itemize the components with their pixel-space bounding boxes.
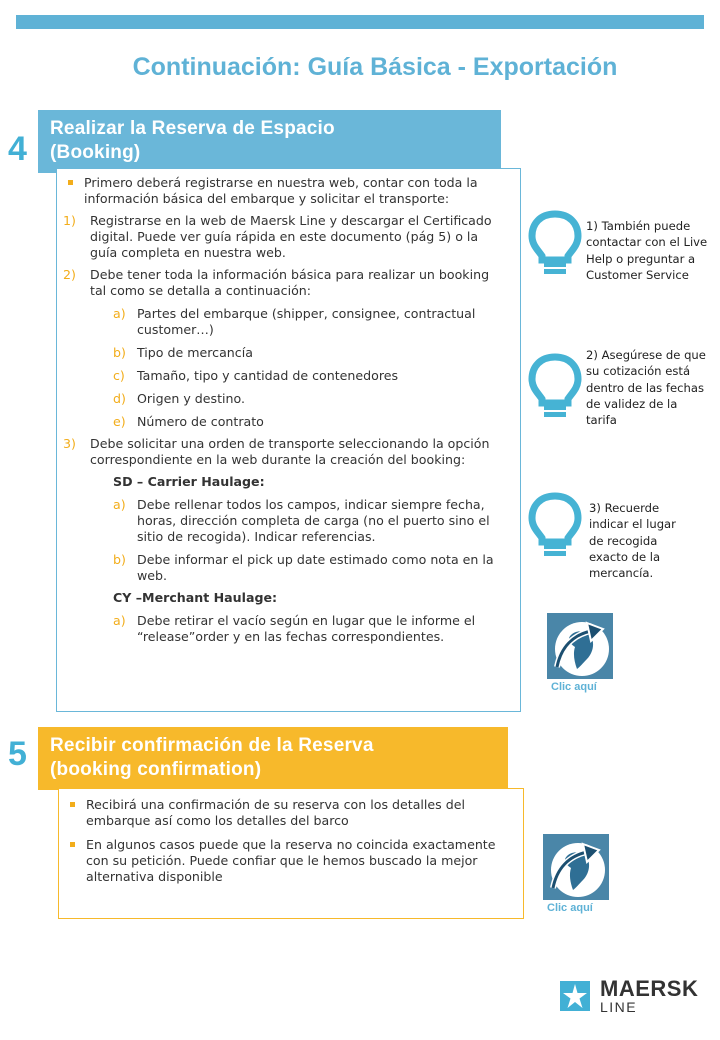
list-number: 3)	[63, 436, 76, 451]
sub-list-item-text: Debe retirar el vacío según en lugar que le informe el “release”order y en las fechas correspondientes.	[137, 613, 476, 644]
list-letter: b)	[113, 345, 126, 360]
list-number: 1)	[63, 213, 76, 228]
tip-text-1: 1) También puede contactar con el Live Help o preguntar a Customer Service	[586, 219, 708, 282]
step5-header-line2: (booking confirmation)	[50, 759, 262, 780]
tip-text-2: 2) Asegúrese de que su cotización está dentro de las fechas de validez de la tarifa	[586, 348, 706, 428]
step5-header-line1: Recibir confirmación de la Reserva	[50, 735, 374, 756]
top-accent-bar	[16, 15, 704, 29]
step4-header-line2: (Booking)	[50, 142, 141, 163]
list-item	[57, 213, 508, 261]
link-label[interactable]: Clic aquí	[551, 681, 597, 693]
list-number: 2)	[63, 267, 76, 282]
step-number-5: 5	[8, 735, 27, 773]
sub-list-item	[57, 414, 508, 430]
cy-title: CY –Merchant Haulage:	[113, 590, 278, 605]
list-letter: a)	[113, 497, 126, 512]
tip-text-3: 3) Recuerde indicar el lugar de recogida exacto de la mercancía.	[589, 501, 676, 581]
sub-list-item-text: Debe rellenar todos los campos, indicar siempre fecha, horas, dirección completa de carga (no el puerto sino el sitio de recogida). Indicar referencias.	[137, 497, 490, 544]
lightbulb-icon	[527, 492, 583, 560]
sub-list-item	[57, 368, 508, 384]
list-item	[57, 267, 508, 299]
list-letter: b)	[113, 552, 126, 567]
sub-list-item-text: Número de contrato	[137, 414, 264, 429]
globe-arrow-icon[interactable]	[543, 834, 609, 900]
step5-bullet	[59, 797, 511, 829]
sub-list-item	[57, 497, 508, 545]
list-letter: c)	[113, 368, 125, 383]
step5-bullet-text: Recibirá una confirmación de su reserva con los detalles del embarque así como los detalles del barco	[86, 797, 465, 828]
sub-list-item	[57, 613, 508, 645]
step-number-4: 4	[8, 130, 27, 168]
step4-intro-text: Primero deberá registrarse en nuestra web, contar con toda la información básica del embarque y solicitar el transporte:	[84, 175, 478, 206]
sub-list-item	[57, 391, 508, 407]
step4-header	[38, 110, 501, 173]
sub-list-item-text: Debe informar el pick up date estimado como nota en la web.	[137, 552, 494, 583]
bullet-icon	[70, 802, 75, 807]
sub-list-item-text: Tipo de mercancía	[137, 345, 253, 360]
sub-list-item	[57, 306, 508, 338]
bullet-icon	[68, 180, 73, 185]
sub-list-item	[57, 345, 508, 361]
sub-list-item-text: Tamaño, tipo y cantidad de contenedores	[137, 368, 399, 383]
list-letter: a)	[113, 306, 126, 321]
link-clic-aqui-1[interactable]	[547, 613, 613, 693]
star-icon	[560, 981, 590, 1011]
logo-name: MAERSK	[600, 976, 699, 1001]
list-letter: d)	[113, 391, 126, 406]
step5-bullet	[59, 837, 511, 885]
bullet-icon	[70, 842, 75, 847]
list-item	[57, 436, 508, 468]
maersk-line-logo	[560, 977, 700, 1017]
lightbulb-icon	[527, 353, 583, 421]
list-item-text: Debe solicitar una orden de transporte seleccionando la opción correspondiente en la web durante la creación del booking:	[90, 436, 490, 467]
step5-header	[38, 727, 508, 790]
sd-title: SD – Carrier Haulage:	[113, 474, 265, 489]
step4-header-line1: Realizar la Reserva de Espacio	[50, 118, 335, 139]
globe-arrow-icon[interactable]	[547, 613, 613, 679]
link-label[interactable]: Clic aquí	[547, 902, 593, 914]
sub-list-item-text: Partes del embarque (shipper, consignee, contractual customer…)	[137, 306, 476, 337]
list-letter: a)	[113, 613, 126, 628]
sub-list-item	[57, 552, 508, 584]
list-item-text: Registrarse en la web de Maersk Line y descargar el Certificado digital. Puede ver guía rápida en este documento (pág 5) o la guía completa en nuestra web.	[90, 213, 492, 260]
step5-content-box	[58, 788, 524, 919]
step5-bullet-text: En algunos casos puede que la reserva no coincida exactamente con su petición. Puede confiar que le hemos buscado la mejor alternativa disponible	[86, 837, 496, 884]
sub-list-item-text: Origen y destino.	[137, 391, 245, 406]
logo-sub: LINE	[600, 999, 638, 1015]
link-clic-aqui-2[interactable]	[543, 834, 609, 914]
step4-content-box	[56, 168, 521, 712]
lightbulb-icon	[527, 210, 583, 278]
page-title: Continuación: Guía Básica - Exportación	[132, 53, 618, 81]
list-letter: e)	[113, 414, 126, 429]
step4-intro	[57, 175, 508, 207]
list-item-text: Debe tener toda la información básica para realizar un booking tal como se detalla a continuación:	[90, 267, 490, 298]
